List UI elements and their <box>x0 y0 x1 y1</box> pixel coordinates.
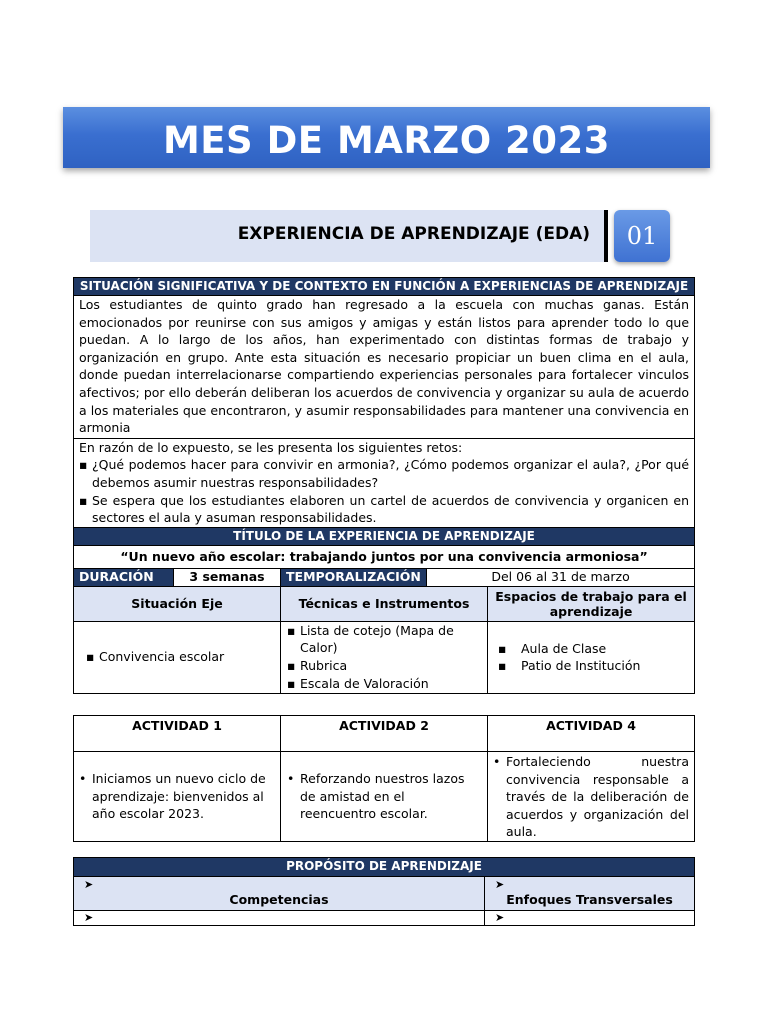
eje-item: ▪ Convivencia escolar <box>86 648 275 666</box>
arrow-icon: ➤ <box>74 911 485 926</box>
month-title: MES DE MARZO 2023 <box>162 119 611 162</box>
actividad-text: • Reforzando nuestros lazos de amistad en el reencuentro escolar. <box>287 770 482 823</box>
reto-item: ▪ ¿Qué podemos hacer para convivir en armonia?, ¿Cómo podemos organizar el aula?, ¿Por qué debemos asumir nuestras responsabilidades? <box>79 456 689 491</box>
titulo-value: “Un nuevo año escolar: trabajando juntos por una convivencia armoniosa” <box>74 545 695 568</box>
reto-item: ▪ Se espera que los estudiantes elaboren un cartel de acuerdos de convivencia y organicen en sectores el aula y asuman responsabilidades. <box>79 492 689 527</box>
enfoques-label: Enfoques Transversales <box>506 892 673 907</box>
titulo-header: TÍTULO DE LA EXPERIENCIA DE APRENDIZAJE <box>74 527 695 545</box>
tecnica-item: ▪ Lista de cotejo (Mapa de Calor) <box>287 622 482 657</box>
eda-band <box>90 210 606 262</box>
situation-paragraph: Los estudiantes de quinto grado han regresado a la escuela con muchas ganas. Están emocionados por reunirse con sus amigos y amigas y están listos para aprender todo lo que puedan. A lo largo de los años, han experimentado con distintas formas de trabajo y organización en grupo. Ante esta situación es necesario propiciar un buen clima en el aula, donde puedan interrelacionarse compartiendo experiencias personales para fortalecer vinculos afectivos; por ello deberán deliberan los acuerdos de convivencia y organizar su aula de acuerdo a los materiales que encontraron, y asumir responsabilidades para mantener una convivencia en armonia <box>74 296 695 439</box>
retos-intro: En razón de lo expuesto, se les presenta los siguientes retos: <box>79 439 463 455</box>
col-tecnicas: Técnicas e Instrumentos <box>281 586 488 621</box>
actividad-text: • Iniciamos un nuevo ciclo de aprendizaje: bienvenidos al año escolar 2023. <box>79 770 275 823</box>
espacio-item: ▪ Patio de Institución <box>498 657 689 675</box>
arrow-icon: ➤ <box>485 911 695 926</box>
col-situacion-eje: Situación Eje <box>74 586 281 621</box>
eda-divider <box>604 210 608 262</box>
duracion-value: 3 semanas <box>174 568 281 586</box>
eda-title: EXPERIENCIA DE APRENDIZAJE (EDA) <box>237 224 590 244</box>
proposito-header: PROPÓSITO DE APRENDIZAJE <box>74 858 695 877</box>
temporalizacion-label: TEMPORALIZACIÓN <box>281 568 427 586</box>
espacio-item: ▪ Aula de Clase <box>498 640 689 658</box>
duracion-label: DURACIÓN <box>74 568 174 586</box>
tecnica-item: ▪ Escala de Valoración <box>287 675 482 693</box>
temporalizacion-value: Del 06 al 31 de marzo <box>427 568 695 586</box>
arrow-icon: ➤ <box>495 878 505 891</box>
situation-header: SITUACIÓN SIGNIFICATIVA Y DE CONTEXTO EN FUNCIÓN A EXPERIENCIAS DE APRENDIZAJE <box>74 278 695 296</box>
actividades-table <box>73 715 695 842</box>
actividad-title: ACTIVIDAD 2 <box>281 716 488 752</box>
actividad-text: • Fortaleciendo nuestra convivencia responsable a través de la deliberación de acuerdos y organización del aula. <box>493 753 689 841</box>
eda-number-badge: 01 <box>614 210 670 262</box>
retos-list <box>79 456 689 526</box>
competencias-label: Competencias <box>229 892 329 907</box>
tecnica-item: ▪ Rubrica <box>287 657 482 675</box>
actividad-title: ACTIVIDAD 4 <box>488 716 695 752</box>
col-espacios: Espacios de trabajo para el aprendizaje <box>488 586 695 621</box>
situation-table <box>73 277 695 694</box>
month-banner <box>63 107 710 168</box>
arrow-icon: ➤ <box>84 878 94 891</box>
actividad-title: ACTIVIDAD 1 <box>74 716 281 752</box>
proposito-table <box>73 857 695 926</box>
